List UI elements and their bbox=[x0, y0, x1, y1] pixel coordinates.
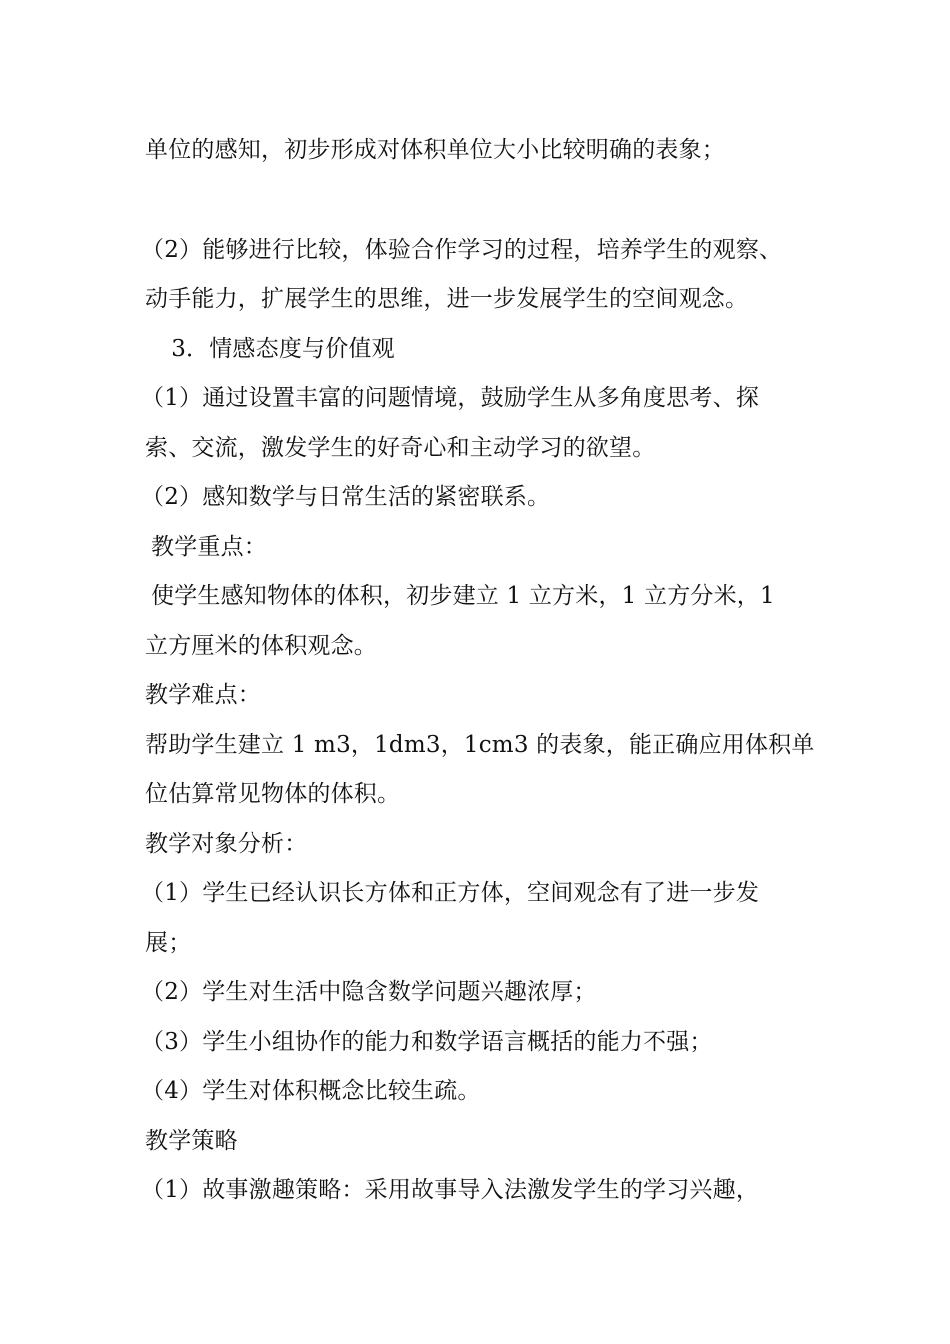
text-line: 帮助学生建立 1 m3，1dm3，1cm3 的表象，能正确应用体积单 bbox=[145, 732, 815, 758]
text-line: 索、交流，激发学生的好奇心和主动学习的欲望。 bbox=[145, 435, 656, 461]
text-line: 单位的感知，初步形成对体积单位大小比较明确的表象； bbox=[145, 137, 725, 163]
text-line: （1）故事激趣策略：采用故事导入法激发学生的学习兴趣， bbox=[141, 1177, 760, 1203]
section-heading: 教学重点： bbox=[151, 534, 267, 560]
section-heading: 3．情感态度与价值观 bbox=[148, 336, 395, 362]
text-line: 动手能力，扩展学生的思维，进一步发展学生的空间观念。 bbox=[145, 286, 749, 312]
text-line: 立方厘米的体积观念。 bbox=[145, 633, 377, 659]
text-line: （2）能够进行比较，体验合作学习的过程，培养学生的观察、 bbox=[141, 237, 783, 263]
text-line: 使学生感知物体的体积，初步建立 1 立方米，1 立方分米，1 bbox=[151, 583, 775, 609]
text-line: 展； bbox=[145, 930, 192, 956]
text-line: （1）通过设置丰富的问题情境，鼓励学生从多角度思考、探 bbox=[141, 385, 760, 411]
section-heading: 教学对象分析： bbox=[145, 831, 308, 857]
text-line: （3）学生小组协作的能力和数学语言概括的能力不强； bbox=[141, 1029, 713, 1055]
section-heading: 教学难点： bbox=[145, 682, 261, 708]
text-line: （2）学生对生活中隐含数学问题兴趣浓厚； bbox=[141, 979, 597, 1005]
text-line: （2）感知数学与日常生活的紧密联系。 bbox=[141, 484, 551, 510]
text-line: （4）学生对体积概念比较生疏。 bbox=[141, 1078, 481, 1104]
section-heading: 教学策略 bbox=[145, 1128, 238, 1154]
text-line: 位估算常见物体的体积。 bbox=[145, 781, 401, 807]
text-line: （1）学生已经认识长方体和正方体，空间观念有了进一步发 bbox=[141, 880, 760, 906]
